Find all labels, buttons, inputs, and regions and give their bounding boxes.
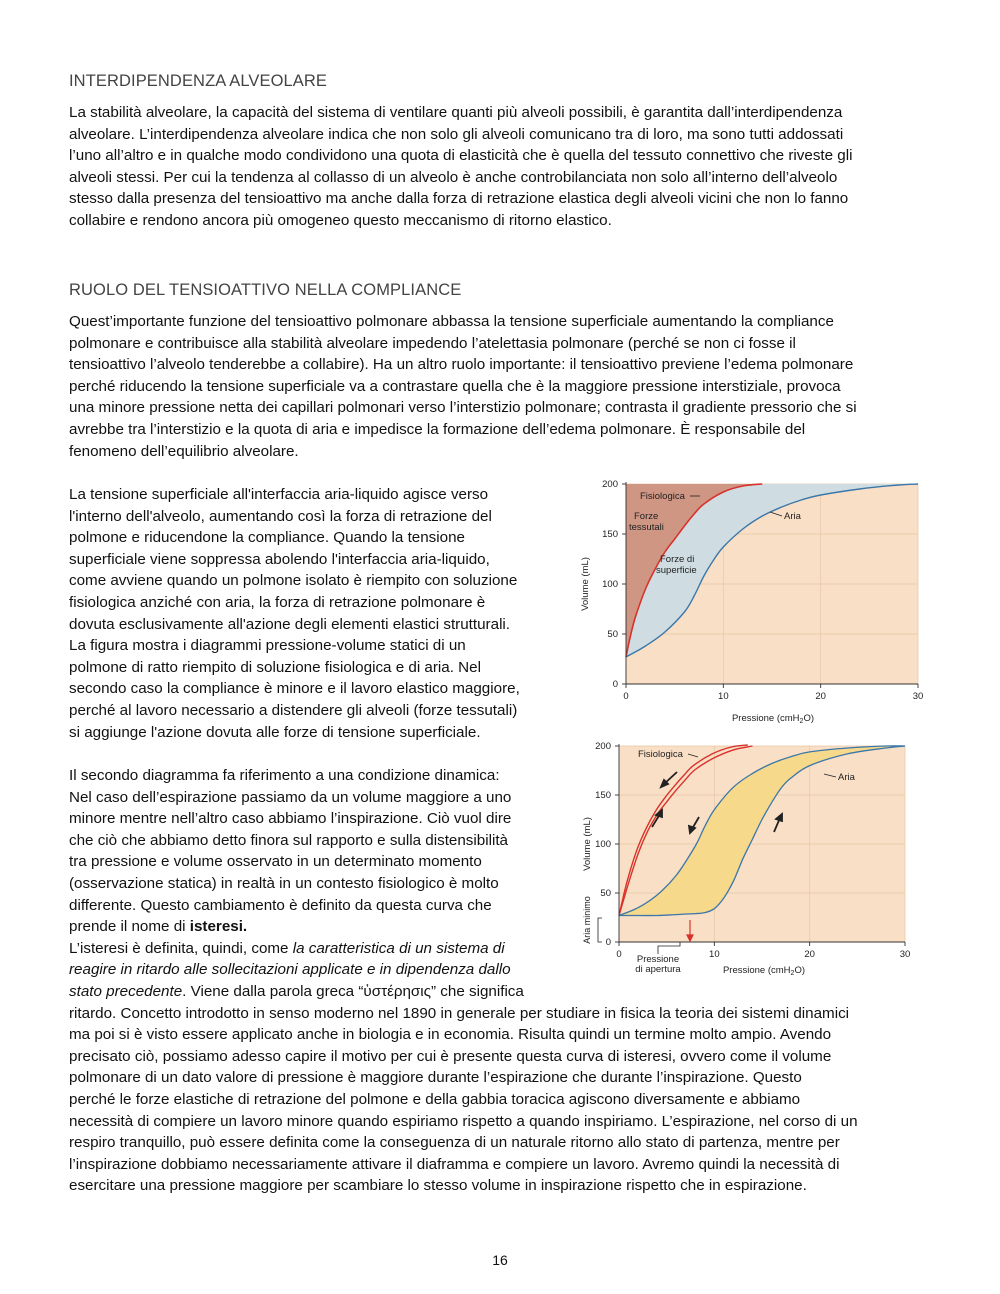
definition-italic: reagire in ritardo alle sollecitazioni applicate e in dipendenza dallo xyxy=(69,961,511,979)
y-tick-label: 0 xyxy=(612,679,618,691)
label-aria: Aria xyxy=(838,772,855,783)
label-fisiologica: Fisiologica xyxy=(640,491,685,502)
x-tick-label: 20 xyxy=(804,949,815,960)
label-fisiologica: Fisiologica xyxy=(638,749,683,760)
text-line: necessità di compiere un lavoro minore quando espiriamo rispetto a quando inspiriamo. L’espirazione, nel corso di un xyxy=(69,1112,858,1130)
text-line: tra pressione e volume osservato in un determinato momento xyxy=(69,853,482,871)
x-tick-label: 0 xyxy=(616,949,622,960)
label-aria-minimo: Aria minimo xyxy=(582,896,592,944)
page-number: 16 xyxy=(492,1252,508,1268)
text-line: perché le forze elastiche di retrazione del polmone e della gabbia toracica agiscono diversamente e abbiamo xyxy=(69,1090,801,1108)
label-forze-tessutali-1: Forze xyxy=(634,511,659,522)
y-axis-label: Volume (mL) xyxy=(582,817,593,871)
text-line: minore mentre nell’altro caso abbiamo l’inspirazione. Ciò vuol dire xyxy=(69,810,512,828)
x-tick-label: 10 xyxy=(718,691,729,702)
text-span: prende il nome di xyxy=(69,918,190,936)
x-tick-label: 0 xyxy=(623,691,629,702)
label-forze-superficie-2: superficie xyxy=(656,565,697,576)
text-line: perché al lavoro necessario a distendere gli alveoli (forze tessutali) xyxy=(69,701,518,719)
y-tick-label: 150 xyxy=(595,790,611,802)
text-line: La tensione superficiale all'interfaccia aria-liquido agisce verso xyxy=(69,486,489,503)
text-span: L’isteresi è definita, quindi, come xyxy=(69,939,293,957)
text-line xyxy=(69,981,858,1003)
text-line: fisiologica anziché con aria, la forza di retrazione polmonare è xyxy=(69,593,486,611)
heading-ruolo-tensioattivo: RUOLO DEL TENSIOATTIVO NELLA COMPLIANCE xyxy=(69,281,462,299)
y-axis-label: Volume (mL) xyxy=(580,557,591,611)
text-line: l’inspirazione dobbiamo necessariamente attivare il diaframma e compiere un lavoro. Avremo quindi la necessità di xyxy=(69,1155,840,1173)
text-line: collabire e rendono ancora più omogeneo questo meccanismo di ritorno elastico. xyxy=(69,211,612,229)
text-line: che ciò che abbiamo detto finora sul rapporto e sulla distensibilità xyxy=(69,831,509,849)
text-line: La figura mostra i diagrammi pressione-volume statici di un xyxy=(69,637,466,655)
y-tick-label: 200 xyxy=(602,479,618,491)
y-tick-label: 150 xyxy=(602,529,618,541)
x-tick-label: 30 xyxy=(912,691,924,702)
text-line: l'interno dell'alveolo, aumentando così la forza di retrazione del xyxy=(69,507,492,525)
text-line: alveolare. L’interdipendenza alveolare indica che non solo gli alveoli comunicano tra di loro, ma sono tutti addossati xyxy=(69,125,844,143)
text-line: ritardo. Concetto introdotto in senso moderno nel 1890 in generale per studiare in fisica la teoria dei sistemi dinamici xyxy=(69,1004,850,1022)
text-line: si aggiunge l'azione dovuta alle forze di tensione superficiale. xyxy=(69,723,481,741)
text-line: alveoli stessi. Per cui la tendenza al collasso di un alveolo è anche controbilanciata non solo all’interno dell’alveolo xyxy=(69,168,838,186)
text-line: tensioattivo l’alveolo tenderebbe a collabire). Ha un altro ruolo importante: il tensioattivo previene l’edema polmonare xyxy=(69,356,854,374)
pv-hysteresis-chart xyxy=(572,736,932,982)
text-span: . Viene dalla parola greca “ὑστέρησις” che significa xyxy=(182,982,524,1000)
text-line: polmonare di un dato valore di pressione è maggiore durante l’espirazione che durante l’inspirazione. Questo xyxy=(69,1069,802,1087)
text-line: perché riducendo la tensione superficiale va a contrastare quella che è la maggiore pressione interstiziale, provoca xyxy=(69,377,841,395)
label-pressione-apertura-2: di apertura xyxy=(635,964,681,975)
y-tick-label: 200 xyxy=(595,741,611,753)
label-pressione-apertura-1: Pressione xyxy=(636,954,680,965)
pressione-apertura-leader xyxy=(658,942,680,954)
svg-text:Pressione (cmH2O): Pressione (cmH$_2$O) xyxy=(731,713,815,725)
text-line: secondo caso la compliance è minore e il lavoro elastico maggiore, xyxy=(69,680,520,698)
label-forze-superficie-1: Forze di xyxy=(660,554,695,565)
text-line: La stabilità alveolare, la capacità del sistema di ventilare quanti più alveoli possibili, è garantita dall’interdipendenza xyxy=(69,104,843,121)
text-line: esercitare una pressione maggiore per scambiare lo stesso volume in inspirazione rispetto che in espirazione. xyxy=(69,1177,807,1195)
text-line: Il secondo diagramma fa riferimento a una condizione dinamica: xyxy=(69,767,500,784)
text-line: stesso dalla presenza del tensioattivo ma anche dalla forza di retrazione elastica degli alveoli vicini che non lo fanno xyxy=(69,190,849,208)
text-line: polmone di ratto riempito di soluzione fisiologica e di aria. Nel xyxy=(69,658,481,676)
svg-text:Pressione (cmH2O): Pressione (cmH$_2$O) xyxy=(722,965,806,977)
text-line: differente. Questo cambiamento è definito da questa curva che xyxy=(69,896,492,914)
paragraph-tensione-superficiale xyxy=(69,484,520,743)
x-tick-label: 10 xyxy=(709,949,720,960)
text-line: precisato ciò, possiamo adesso capire il motivo per cui è presente questa curva di isteresi, ovvero come il volume xyxy=(69,1047,832,1065)
text-line: Quest’importante funzione del tensioattivo polmonare abbassa la tensione superficiale aumentando la compliance xyxy=(69,313,834,330)
heading-interdipendenza: INTERDIPENDENZA ALVEOLARE xyxy=(69,72,328,90)
aria-minimo-bracket xyxy=(598,918,602,942)
text-line: respiro tranquillo, può essere definita come la conseguenza di un naturale ritorno allo stato di partenza, mentre per xyxy=(69,1134,840,1152)
definition-italic: la caratteristica di un sistema di xyxy=(292,939,505,957)
y-tick-label: 100 xyxy=(595,839,611,851)
text-line: l’uno all’altro e in qualche modo condividono una quota di elasticità che è quella del tessuto connettivo che riveste gli xyxy=(69,147,853,165)
text-line: dovuta esclusivamente all'azione degli elementi elastici strutturali. xyxy=(69,615,511,633)
y-tick-label: 50 xyxy=(607,629,618,641)
text-line: una minore pressione netta dei capillari polmonari verso l’interstizio polmonare; contrasta il gradiente pressorio che si xyxy=(69,399,857,417)
text-line: polmonare e contribuisce alla stabilità alveolare impedendo l’atelettasia polmonare (perché se non ci fosse il xyxy=(69,334,796,352)
text-line: Nel caso dell’espirazione passiamo da un volume maggiore a uno xyxy=(69,788,512,806)
text-line: fenomeno dell’equilibrio alveolare. xyxy=(69,442,299,460)
label-forze-tessutali-2: tessutali xyxy=(629,522,664,533)
text-line: superficiale viene soppressa abolendo l'interfaccia aria-liquido, xyxy=(69,550,490,568)
term-isteresi: isteresi. xyxy=(189,918,248,936)
x-tick-label: 30 xyxy=(899,949,911,960)
text-line: ma poi si è visto essere applicato anche in biologia e in economia. Risulta quindi un termine molto ampio. Avendo xyxy=(69,1026,832,1044)
label-aria: Aria xyxy=(784,511,801,522)
pv-static-chart xyxy=(572,474,932,726)
text-line: come avviene quando un polmone isolato è riempito con soluzione xyxy=(69,572,518,590)
paragraph-ruolo-tensioattivo xyxy=(69,311,857,462)
text-line: avrebbe tra l’interstizio e la quota di aria e impedisce la formazione dell’edema polmonare. È responsabile del xyxy=(69,420,806,438)
paragraph-interdipendenza xyxy=(69,102,853,232)
x-axis-label xyxy=(723,965,805,977)
y-tick-label: 50 xyxy=(600,888,611,900)
x-axis-label xyxy=(732,713,814,725)
text-line: polmone e riducendone la compliance. Quando la tensione xyxy=(69,529,465,547)
definition-italic: stato precedente xyxy=(69,982,183,1000)
y-tick-label: 100 xyxy=(602,579,618,591)
y-tick-label: 0 xyxy=(605,937,611,949)
text-line: (osservazione statica) in realtà in un contesto fisiologico è molto xyxy=(69,874,499,892)
x-tick-label: 20 xyxy=(815,691,826,702)
